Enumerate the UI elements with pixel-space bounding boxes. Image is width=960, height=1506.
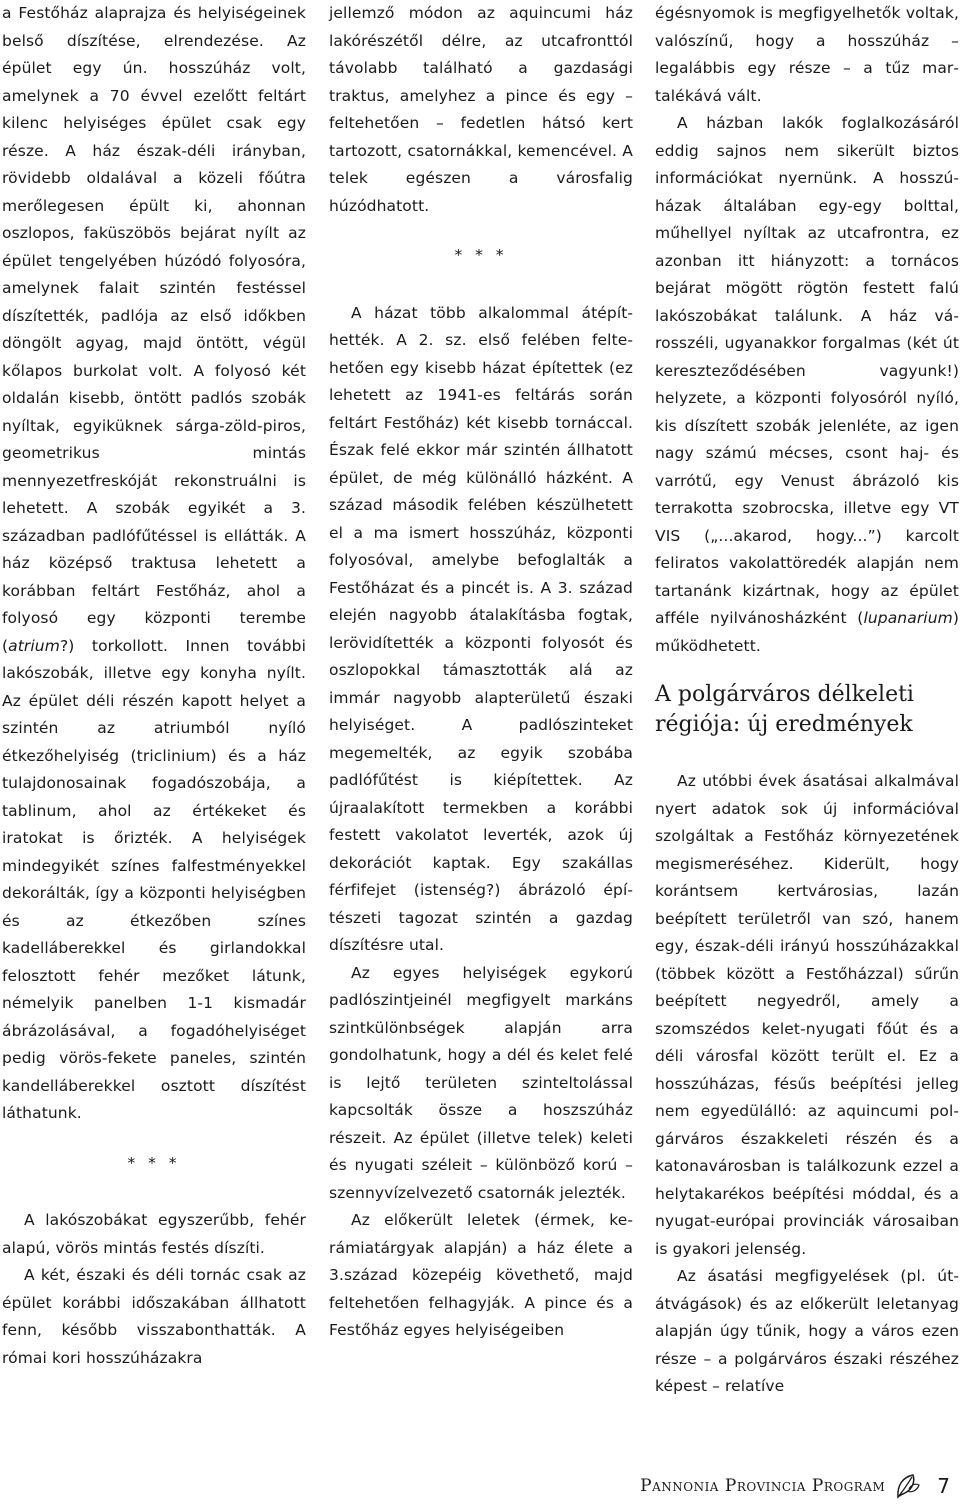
paragraph: Az egyes helyiségek egykorú padlószintjeinél megfigyelt markáns szintkülönbségek alapján arra gondolhatunk, hogy a dél és kelet felé is lejtő területen szinteltolással kapcsolták össze a hoszszúház részeit. Az épület (illetve telek) keleti és nyugati széleit – különböző korú – szennyvízelvezető csatornák jelezték. (329, 963, 633, 1202)
paragraph: A két, északi és déli tornác csak az épület korábbi időszakában állhatott fenn, később visszabonthatták. A római kori hosszúházakra (2, 1266, 306, 1367)
text-column-1 (2, 0, 306, 1372)
page-footer (620, 1470, 950, 1502)
paragraph: Az utóbbi évek ásatásai alkalmával nyert adatok sok új információval szolgáltak a Festőház környezetének megismeréséhez. Kiderült, hogy korántsem kertvárosias, lazán beépített területről van szó, hanem egy, észak-déli irányú hosszúházakkal (többek között a Festőházzal) sűrűn beépített negyedről, amely a szomszédos kelet-nyugati főút és a déli városfal között terült el. Ez a hosszúházas, fésűs beépítési jelleg nem egyedülálló: az aquincumi polgárváros északkeleti részén és a katonavárosban is találkozunk ezzel a helytakarékos beépítési móddal, és a nyugat-európai provinciák városaiban is gyakori jelenség. (655, 772, 959, 1258)
paragraph: A lakószobákat egyszerűbb, fehér alapú, vörös mintás festés díszíti. (2, 1211, 306, 1257)
section-separator: * * * (454, 246, 508, 264)
section-separator: * * * (127, 1153, 181, 1172)
text-column-2 (329, 0, 633, 1345)
footer-title: Pannonia Provincia Program (640, 1476, 886, 1496)
paragraph-text: ?) torkollott. Innen további lakószobák, illetve egy konyha nyílt. Az épület déli részén kapott helyet a szintén az atriumból nyíló étkezőhelyiség (triclinium) és a ház tulajdonosainak fogadószobája, a tablinum, ahol az értékeket és iratokat is őrizték. A helyiségek mindegyikét színes falfestményekkel dekorálták, így a központi helyiségben és az étkezőben színes kadelláberekkel és girlandokkal felosztott fehér mezőket látunk, némelyik panelben 1-1 kismadár ábrázolásával, a fogadóhelyiséget pedig vörös-fekete paneles, szintén kandelláberekkel osztott díszítést láthatunk. (2, 636, 306, 1122)
italic-term: atrium (8, 636, 60, 655)
paragraph-text: A házban lakók foglalkozásáról eddig sajnos nem sikerült biztos információkat nyernünk. A hosszúházak általában egy-egy bolttal, műhellyel nyíltak az utcafrontra, ez azonban itt hiányzott: a tornácos bejárat mögött rögtön festett falú lakószobákat találunk. A ház városszéli, ugyanakkor forgalmas (két út kereszteződésében vagyunk!) helyzete, a központi folyosóról nyíló, kis díszített szobák jelenléte, az igen nagy számú mécses, csont haj- és varrótű, egy Venust ábrázoló kis terrakotta szobrocska, illetve egy VT VIS („...akarod, hogy...”) karcolt feliratos vakolattöredék alapján nem tartanánk kizártnak, hogy az épület afféle nyilvánosházként ( (655, 114, 959, 627)
paragraph: Az előkerült leletek (érmek, kerámiatárgyak alapján) a ház élete a 3.század közepéig követhető, majd feltehetően felhagyják. A pince és a Festőház egyes helyiségeiben (329, 1211, 633, 1339)
text-column-3 (655, 0, 959, 1401)
paragraph-text: a Festőház alaprajza és helyiségeinek belső díszítése, elrendezése. Az épület egy ún. hosszúház volt, amelynek a 70 évvel ezelőtt feltárt kilenc helyiséges épület csak egy része. A ház észak-déli irányban, rövidebb oldalával a közeli főútra merőlegesen épült ki, ahonnan oszlopos, faküszöbös bejárat nyílt az épület tengelyében húzódó folyosóra, amelynek falait szintén festéssel díszítették, padlója az első időkben döngölt agyag, majd öntött, végül kőlapos burkolat volt. A folyosó két oldalán kisebb, öntött padlós szobák nyíltak, egyiküknek sárga-zöld-piros, geometrikus mintás mennyezetfreskóját rekonstruálni is lehetett. A szobák egyikét a 3. században padlófűtéssel is ellátták. A ház középső traktusa lehetett a korábban feltárt Festőház, ahol a folyosó egy központi terembe ( (2, 4, 306, 655)
section-heading: A polgárváros délkeleti régiója: új eredmények (655, 682, 914, 737)
paragraph-text: ) működhetett. (655, 609, 959, 655)
italic-term: lupanarium (863, 609, 953, 627)
paragraph: Az ásatási megfigyelések (pl. útátvágások) és az előkerült leletanyag alapján úgy tűnik, hogy a város ezen része – a polgárváros északi részéhez képest – relatíve (655, 1267, 959, 1395)
paragraph: jellemző módon az aquincumi ház lakórészétől délre, az utcafronttól távolabb található a gazdasági traktus, amelyhez a pince és egy – feltehetően – fedetlen hátsó kert tartozott, csatornákkal, kemencével. A telek egészen a városfalig húzódhatott. (329, 4, 633, 215)
paragraph (2, 0, 306, 1128)
paragraph (655, 110, 959, 660)
page-number: 7 (937, 1474, 950, 1498)
paragraph: égésnyomok is megfigyelhetők voltak, valószínű, hogy a hosszúház – legalábbis egy része – a tűz martalékává vált. (655, 4, 959, 105)
leaf-logo-icon (893, 1471, 923, 1501)
paragraph: A házat több alkalommal átépíthették. A 2. sz. első felében feltehetően egy kisebb házat építettek (ez lehetett az 1941-es feltárás során feltárt Festőház) két kisebb tornáccal. Észak felé ekkor már szintén állhatott épület, de még különálló házként. A század második felében készülhetett el a ma ismert hosszúház, központi folyosóval, amelybe befoglalták a Festőházat és a pincét is. A 3. század elején nagyobb átalakításba fogtak, lerövidítették a központi folyosót és oszlopokkal támasztották alá az immár nagyobb alapterületű északi helyiséget. A padlószinteket megemelték, az egyik szobába padlófűtést is kiépítettek. Az újraalakított termekben a korábbi festett vakolatot leverték, azok új dekorációt kaptak. Egy szakállas férfifejet (istenség?) ábrázoló építészeti tagozat szintén a gazdag díszítésre utal. (329, 303, 633, 954)
